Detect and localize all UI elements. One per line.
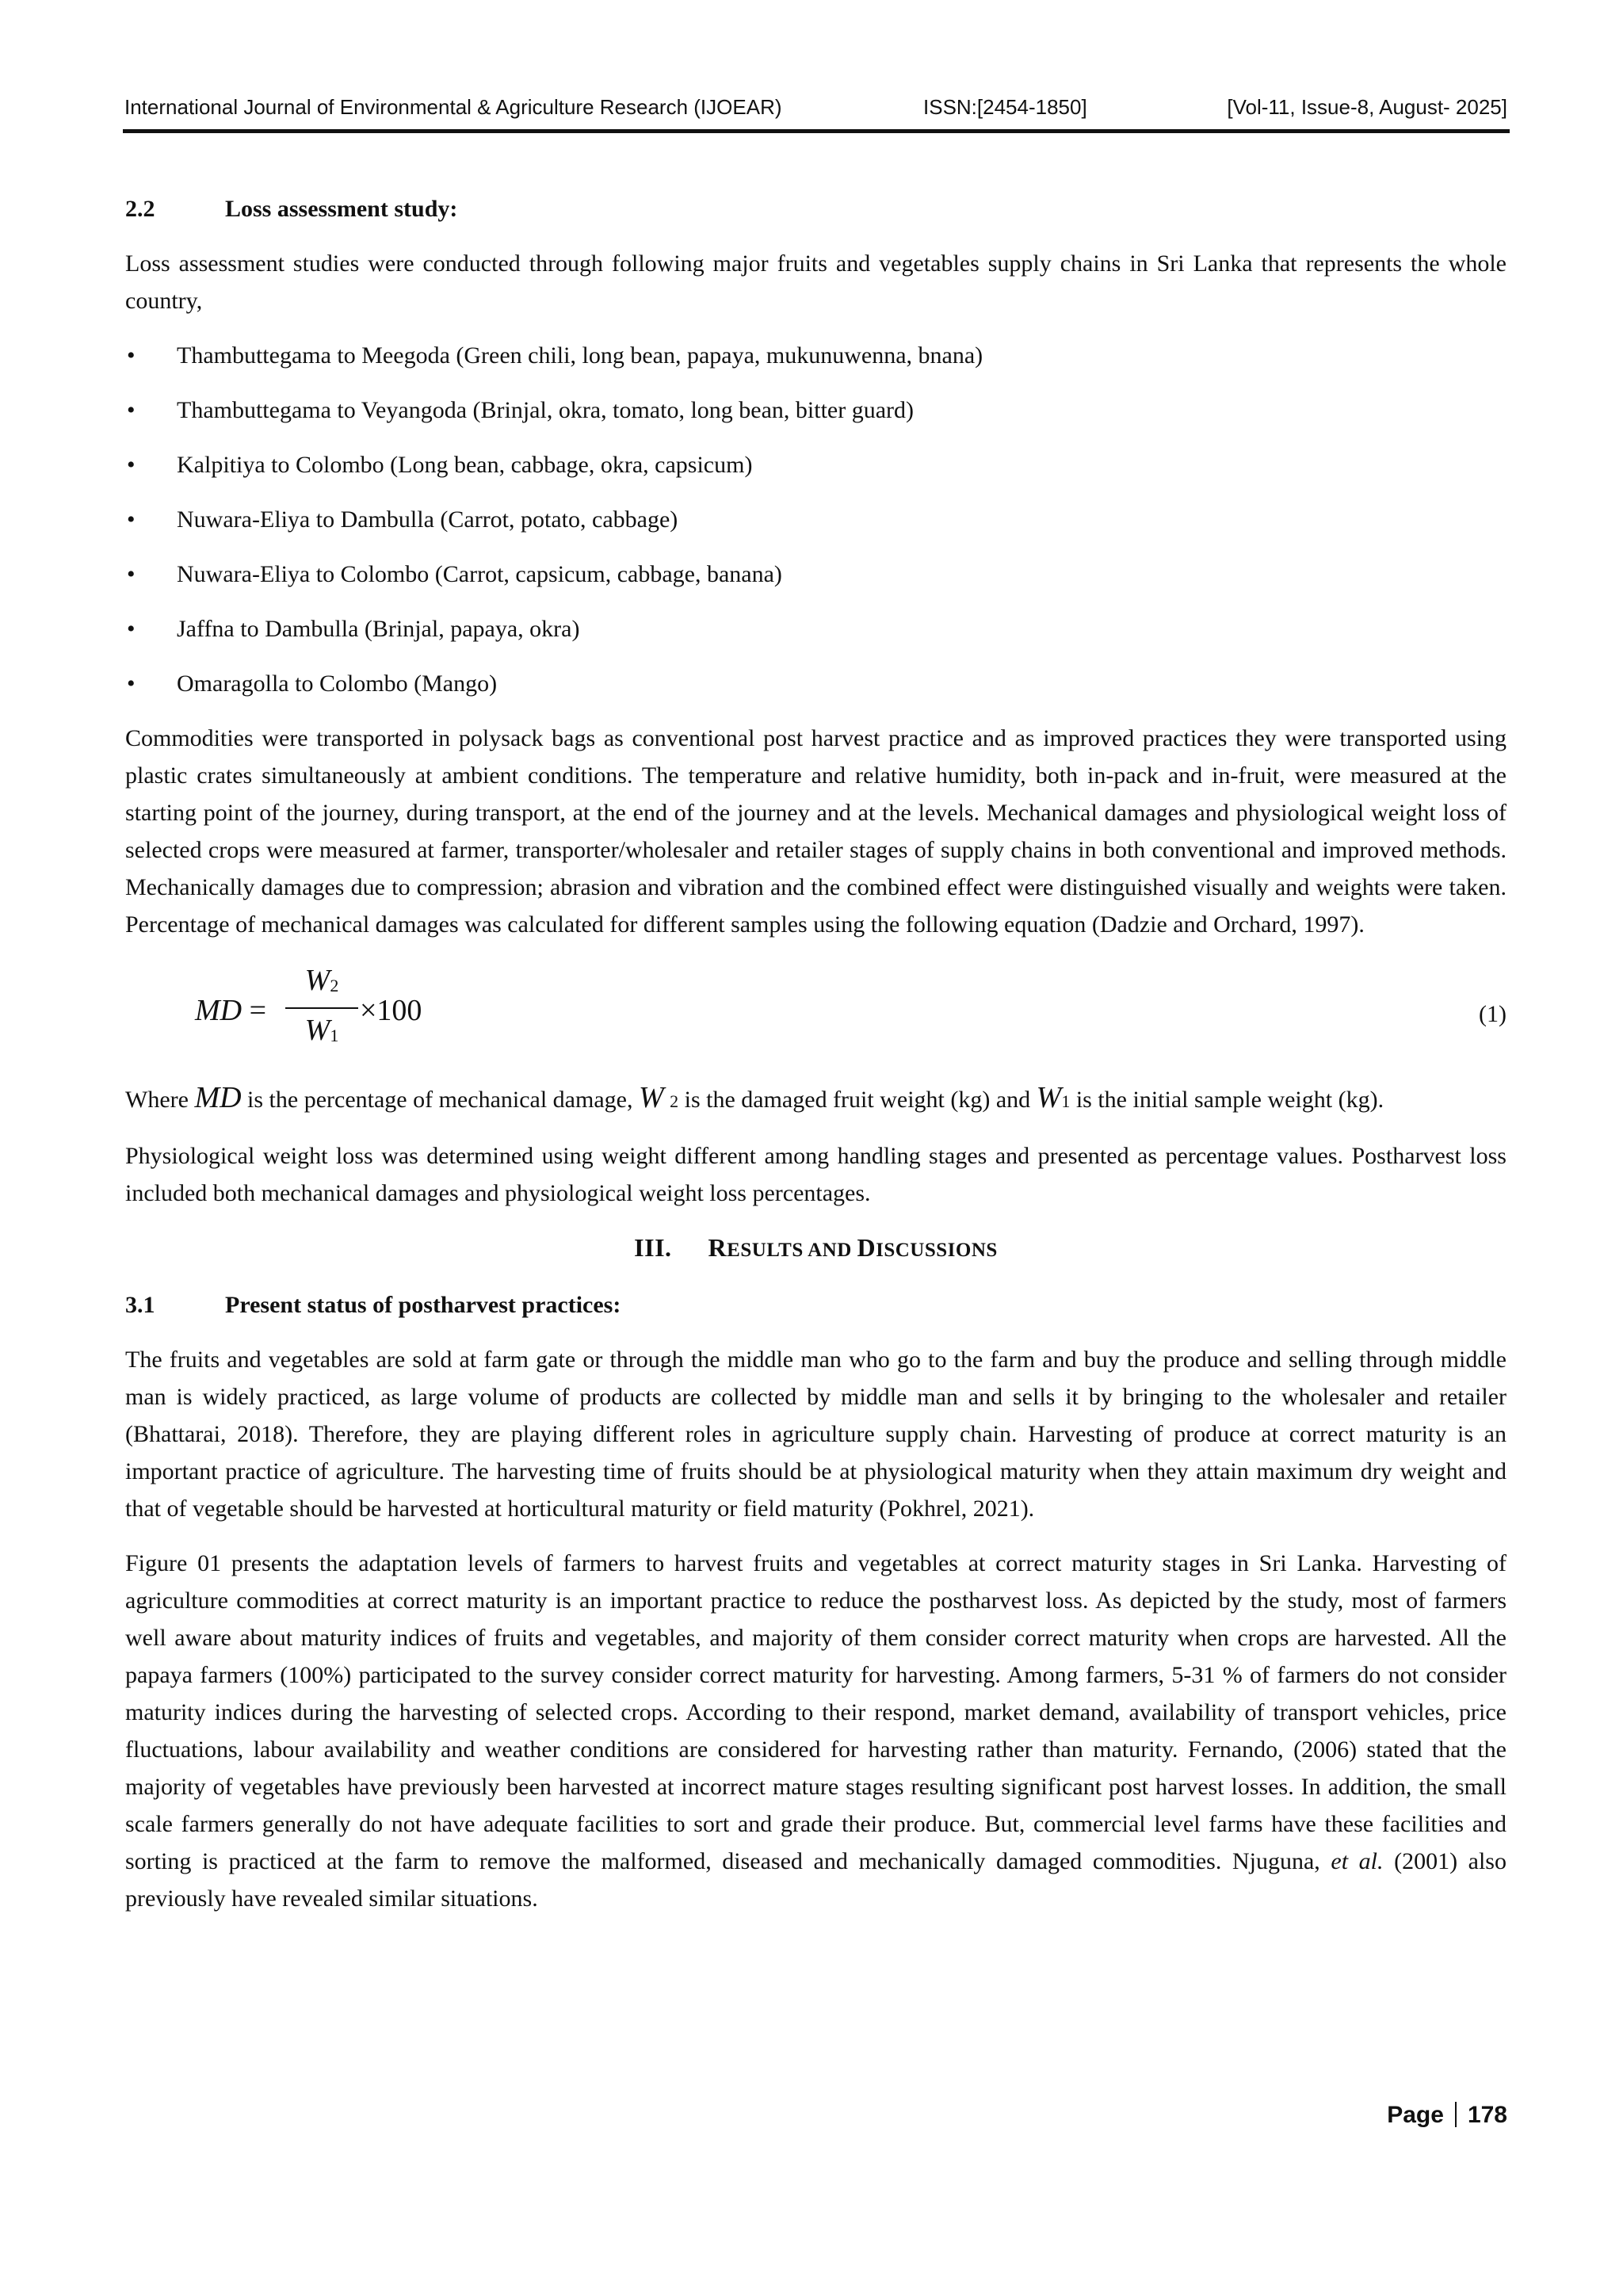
page-number-value: 178 [1467,2102,1507,2128]
fraction-denominator: $W_1$ [304,1014,339,1047]
section-title: Loss assessment study: [225,196,458,222]
section-title: Present status of postharvest practices: [225,1292,621,1318]
page-number [1387,2102,1507,2129]
paragraph-methods: Commodities were transported in polysack bags as conventional post harvest practice and as improved practices they were transported using plastic crates simultaneously at ambient conditions. The temperature and relative humidity, both in-pack and in-fruit, were measured at the starting point of the journey, during transport, at the end of the journey and at the levels. Mechanical damages and physiological weight loss of selected crops were measured at farmer, transporter/wholesaler and retailer stages of supply chains in both conventional and improved methods. Mechanically damages due to compression; abrasion and vibration and the combined effect were distinguished visually and weights were taken. Percentage of mechanical damages was calculated for different samples using the following equation (Dadzie and Orchard, 1997). [125,725,1507,938]
bullet-glyph: • [127,452,136,478]
paragraph-where: Where MD is the percentage of mechanical damage, W 2 is the damaged fruit weight (kg) and W1 is the initial sample weight (kg). [125,1081,1384,1114]
paragraph-intro: Loss assessment studies were conducted through following major fruits and vegetables supply chains in Sri Lanka that represents the whole country, [125,250,1507,314]
list-item-text: Thambuttegama to Veyangoda (Brinjal, okra, tomato, long bean, bitter guard) [177,397,915,423]
list-item [125,610,1507,648]
page-label: Page [1387,2102,1444,2128]
bullet-glyph: • [127,506,136,533]
list-item [125,337,1507,374]
bullet-glyph: • [127,616,136,642]
section-heading-3-1 [125,1286,1507,1324]
equation-mechanical-damage [125,961,1507,1072]
paragraph-postharvest-1: The fruits and vegetables are sold at farm gate or through the middle man who go to the farm and buy the produce and selling through middle man is widely practiced, as large volume of products are collected by middle man and sells it by bringing to the wholesaler and retailer (Bhattarai, 2018). Therefore, they are playing different roles in agriculture supply chain. Harvesting of produce at correct maturity is an important practice of agriculture. The harvesting time of fruits should be at physiological maturity when they attain maximum dry weight and that of vegetable should be harvested at horticultural maturity or field maturity (Pokhrel, 2021). [125,1347,1507,1522]
volume-issue: [Vol-11, Issue-8, August- 2025] [1227,95,1507,119]
section-heading-2-2 [125,190,1507,227]
list-item-text: Thambuttegama to Meegoda (Green chili, long bean, papaya, mukunuwenna, bnana) [177,342,983,369]
list-item-text: Kalpitiya to Colombo (Long bean, cabbage, okra, capsicum) [177,452,753,478]
fraction-numerator: $W_2$ [304,964,339,997]
fraction-bar [285,1007,358,1009]
section-number: 3.1 [125,1292,155,1318]
list-item [125,665,1507,702]
bullet-glyph: • [127,670,136,697]
bullet-glyph: • [127,561,136,587]
paragraph-postharvest-2: Figure 01 presents the adaptation levels of farmers to harvest fruits and vegetables at correct maturity stages in Sri Lanka. Harvesting of agriculture commodities at correct maturity is an important practice to reduce the postharvest loss. As depicted by the study, most of farmers well aware about maturity indices of fruits and vegetables, and majority of them consider correct maturity when crops are harvested. All the papaya farmers (100%) participated to the survey consider correct maturity for harvesting. Among farmers, 5-31 % of farmers do not consider maturity indices during the harvesting of selected crops. According to their respond, market demand, availability of transport vehicles, price fluctuations, labour availability and weather conditions are considered for harvesting rather than maturity. Fernando, (2006) stated that the majority of vegetables have previously been harvested at incorrect mature stages resulting significant post harvest losses. In addition, the small scale farmers generally do not have adequate facilities to sort and grade their produce. But, commercial level farms have these facilities and sorting is practiced at the farm to remove the malformed, diseased and mechanically damaged commodities. Njuguna, et al. (2001) also previously have revealed similar situations. [125,1550,1507,1912]
equation-number: (1) [1479,1001,1507,1027]
body-text [125,190,1507,1935]
list-item-text: Jaffna to Dambulla (Brinjal, papaya, okra) [177,616,580,642]
paragraph-physiological-loss: Physiological weight loss was determined using weight different among handling stages and presented as percentage values. Postharvest loss included both mechanical damages and physiological weight loss percentages. [125,1143,1507,1206]
list-item-text: Omaragolla to Colombo (Mango) [177,670,498,697]
section-roman-numeral: III. [634,1233,672,1262]
equation-lhs: MD = [195,994,267,1027]
bullet-glyph: • [127,397,136,423]
list-item-text: Nuwara-Eliya to Colombo (Carrot, capsicum, cabbage, banana) [177,561,782,587]
journal-name: International Journal of Environmental & Agriculture Research (IJOEAR) [124,95,782,119]
equation-fraction [285,962,358,1054]
equation-multiplier: ×100 [360,994,422,1027]
bullet-glyph: • [127,342,136,369]
supply-chain-list [125,337,1507,702]
list-item [125,556,1507,593]
list-item-text: Nuwara-Eliya to Dambulla (Carrot, potato, cabbage) [177,506,678,533]
list-item [125,392,1507,429]
list-item [125,446,1507,483]
section-number: 2.2 [125,196,155,222]
results-heading: III. RESULTS AND DISCUSSIONS [634,1233,998,1262]
page-separator [1455,2102,1457,2127]
header-rule [123,129,1510,133]
running-header [124,95,1507,127]
issn: ISSN:[2454-1850] [923,95,1087,119]
list-item [125,501,1507,538]
